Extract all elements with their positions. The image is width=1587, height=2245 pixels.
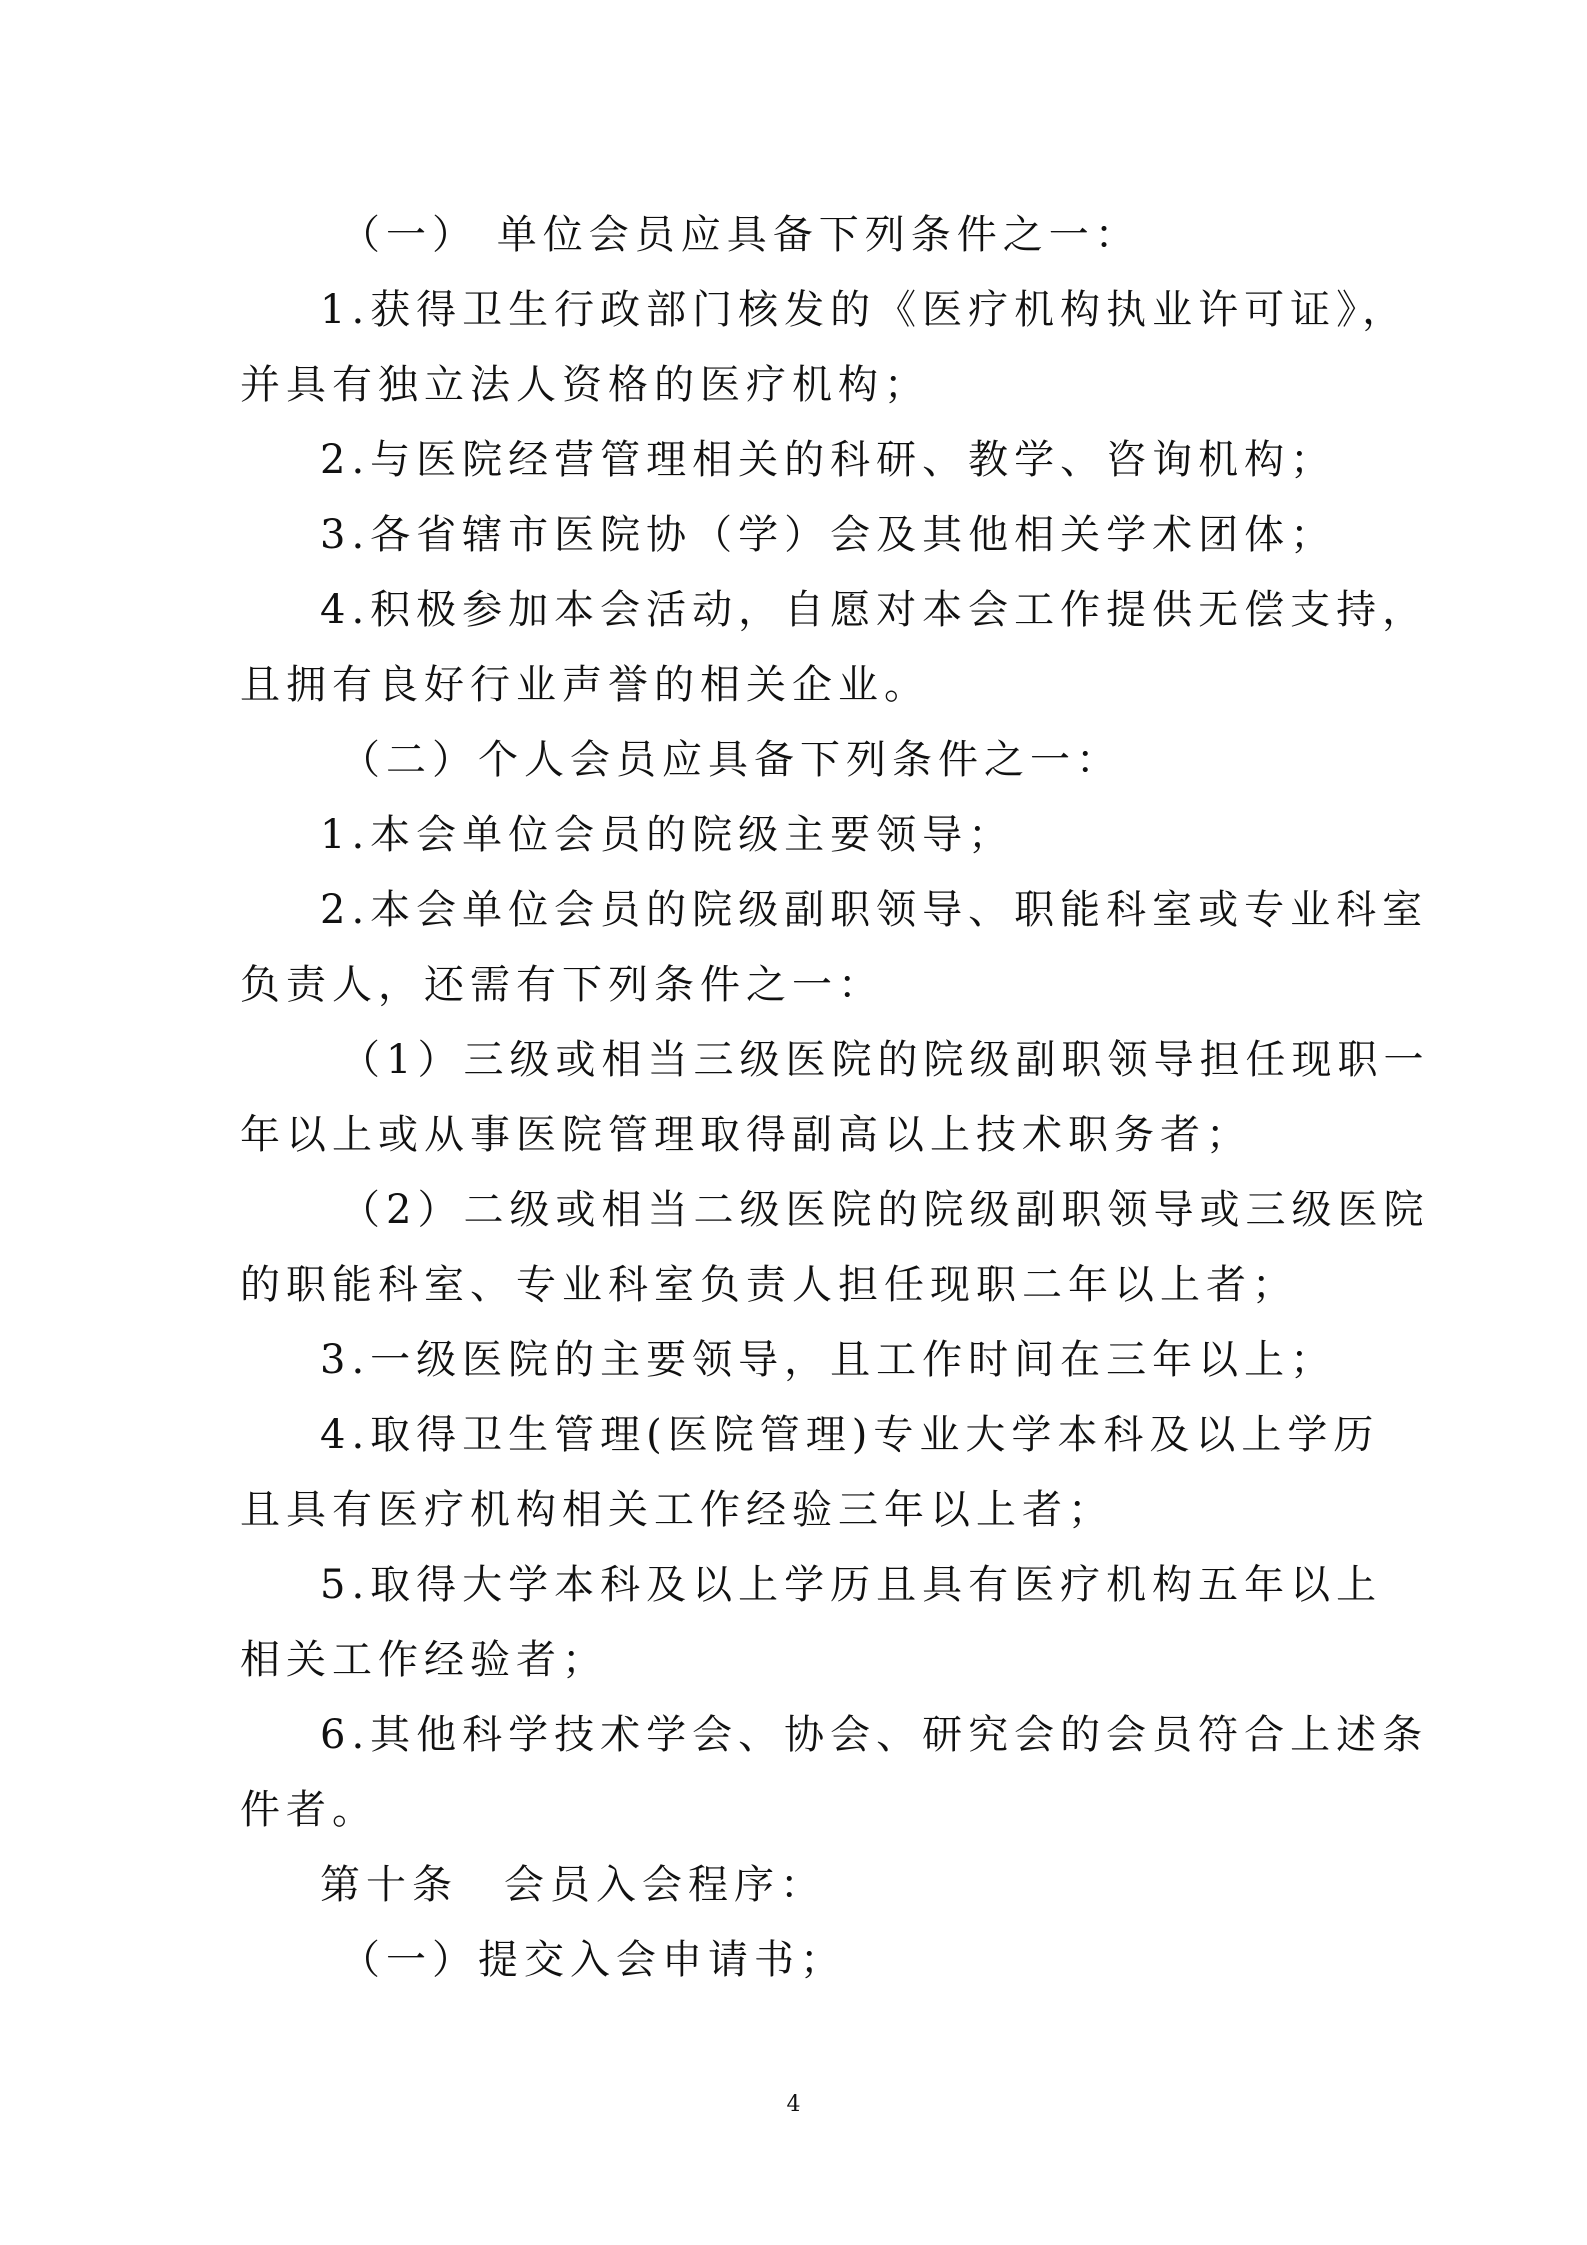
paragraph-line: 件者。 xyxy=(240,1787,378,1833)
paragraph-line: 的职能科室、专业科室负责人担任现职二年以上者； xyxy=(240,1262,1298,1308)
paragraph-line: 负责人，还需有下列条件之一： xyxy=(240,962,884,1008)
paragraph-line: （2）二级或相当二级医院的院级副职领导或三级医院 xyxy=(340,1187,1430,1233)
paragraph-line: 3.一级医院的主要领导，且工作时间在三年以上； xyxy=(320,1337,1337,1383)
paragraph-line: 且具有医疗机构相关工作经验三年以上者； xyxy=(240,1487,1114,1533)
paragraph-line: 且拥有良好行业声誉的相关企业。 xyxy=(240,662,930,708)
section-heading-unit-members: （一） 单位会员应具备下列条件之一： xyxy=(340,212,1141,258)
paragraph-line: 1.获得卫生行政部门核发的《医疗机构执业许可证》， xyxy=(320,287,1409,333)
paragraph-line: 6.其他科学技术学会、协会、研究会的会员符合上述条 xyxy=(320,1712,1429,1758)
paragraph-line: （一）提交入会申请书； xyxy=(340,1937,846,1983)
section-heading-individual-members: （二）个人会员应具备下列条件之一： xyxy=(340,737,1122,783)
paragraph-line: 2.本会单位会员的院级副职领导、职能科室或专业科室 xyxy=(320,887,1429,933)
paragraph-line: 年以上或从事医院管理取得副高以上技术职务者； xyxy=(240,1112,1252,1158)
page-number: 4 xyxy=(786,2092,801,2117)
paragraph-line: 2.与医院经营管理相关的科研、教学、咨询机构； xyxy=(320,437,1337,483)
paragraph-line: 4.取得卫生管理(医院管理)专业大学本科及以上学历 xyxy=(320,1412,1380,1458)
paragraph-line: （1）三级或相当三级医院的院级副职领导担任现职一 xyxy=(340,1037,1430,1083)
paragraph-line: 4.积极参加本会活动，自愿对本会工作提供无偿支持， xyxy=(320,587,1429,633)
article-heading: 第十条 会员入会程序： xyxy=(320,1862,826,1908)
paragraph-line: 相关工作经验者； xyxy=(240,1637,608,1683)
paragraph-line: 3.各省辖市医院协（学）会及其他相关学术团体； xyxy=(320,512,1337,558)
paragraph-line: 并具有独立法人资格的医疗机构； xyxy=(240,362,930,408)
paragraph-line: 1.本会单位会员的院级主要领导； xyxy=(320,812,1015,858)
paragraph-line: 5.取得大学本科及以上学历且具有医疗机构五年以上 xyxy=(320,1562,1383,1608)
